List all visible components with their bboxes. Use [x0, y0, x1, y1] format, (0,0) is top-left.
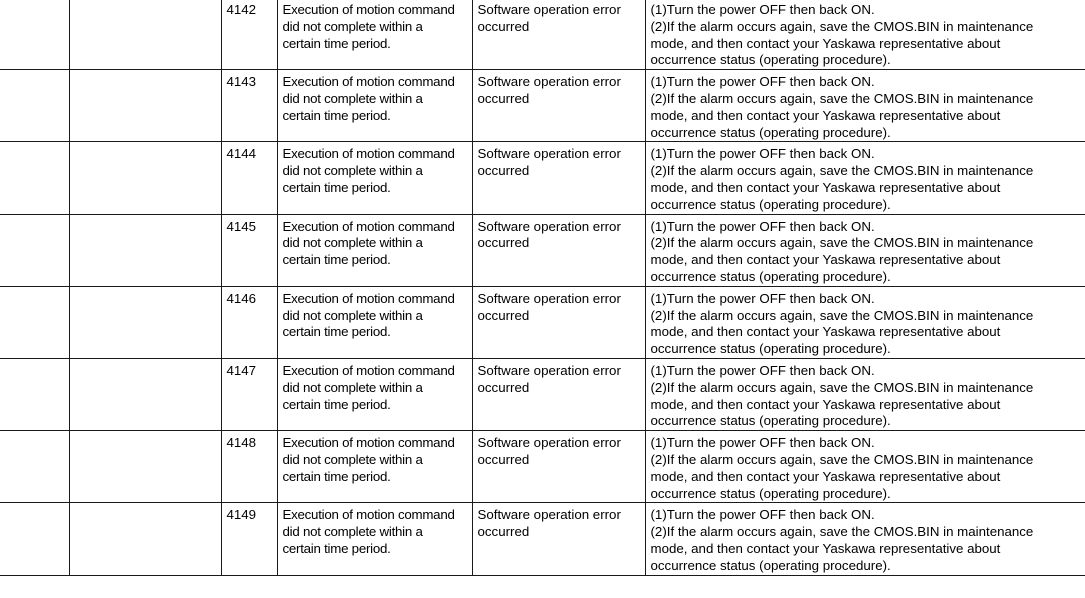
- alarm-content-line: certain time period.: [282, 107, 391, 123]
- alarm-code-cell: [221, 0, 277, 70]
- alarm-code: 4142: [226, 2, 257, 17]
- sub-code-line: Software operation error: [477, 146, 621, 162]
- alarm-content-cell: [277, 503, 472, 575]
- remedy-line: (2)If the alarm occurs again, save the CMOS.BIN in maintenance: [650, 235, 1034, 251]
- empty-cell: [0, 431, 69, 503]
- alarm-content-line: certain time period.: [282, 540, 391, 556]
- alarm-content-line: did not complete within a: [282, 163, 423, 179]
- remedy-line: mode, and then contact your Yaskawa representative about: [650, 468, 1001, 484]
- remedy-line: mode, and then contact your Yaskawa representative about: [650, 107, 1001, 123]
- empty-cell: [69, 503, 221, 575]
- sub-code-cell: [472, 0, 645, 70]
- remedy-cell: [645, 0, 1085, 70]
- remedy-line: occurrence status (operating procedure).: [650, 52, 891, 68]
- sub-code-line: Software operation error: [477, 74, 621, 90]
- sub-code-line: Software operation error: [477, 362, 621, 378]
- alarm-code-cell: [221, 214, 277, 286]
- empty-cell: [0, 358, 69, 430]
- alarm-content-cell: [277, 70, 472, 142]
- remedy-line: (2)If the alarm occurs again, save the CMOS.BIN in maintenance: [650, 451, 1034, 467]
- alarm-content-line: certain time period.: [282, 252, 391, 268]
- remedy-line: mode, and then contact your Yaskawa representative about: [650, 324, 1001, 340]
- sub-code-cell: [472, 431, 645, 503]
- remedy-line: mode, and then contact your Yaskawa representative about: [650, 252, 1001, 268]
- alarm-content-line: Execution of motion command: [282, 218, 455, 234]
- sub-code-line: Software operation error: [477, 290, 621, 306]
- table-row: [0, 286, 1085, 358]
- remedy-line: (2)If the alarm occurs again, save the CMOS.BIN in maintenance: [650, 524, 1034, 540]
- table-row: [0, 142, 1085, 214]
- remedy-line: (1)Turn the power OFF then back ON.: [650, 290, 875, 306]
- remedy-cell: [645, 70, 1085, 142]
- alarm-code: 4146: [226, 290, 257, 306]
- remedy-line: mode, and then contact your Yaskawa representative about: [650, 35, 1001, 51]
- empty-cell: [0, 142, 69, 214]
- remedy-line: occurrence status (operating procedure).: [650, 485, 891, 501]
- alarm-code-cell: [221, 286, 277, 358]
- remedy-line: occurrence status (operating procedure).: [650, 268, 891, 284]
- sub-code-line: occurred: [477, 451, 530, 467]
- alarm-content-line: did not complete within a: [282, 451, 423, 467]
- remedy-line: mode, and then contact your Yaskawa representative about: [650, 179, 1001, 195]
- alarm-content-cell: [277, 142, 472, 214]
- remedy-line: occurrence status (operating procedure).: [650, 196, 891, 212]
- alarm-content-line: did not complete within a: [282, 18, 423, 34]
- remedy-line: (1)Turn the power OFF then back ON.: [650, 362, 875, 378]
- remedy-cell: [645, 358, 1085, 430]
- alarm-content-line: certain time period.: [282, 179, 391, 195]
- empty-cell: [69, 0, 221, 70]
- remedy-cell: [645, 286, 1085, 358]
- alarm-code-cell: [221, 70, 277, 142]
- empty-cell: [0, 286, 69, 358]
- alarm-content-line: Execution of motion command: [282, 290, 455, 306]
- alarm-content-line: Execution of motion command: [282, 2, 455, 17]
- alarm-content-cell: [277, 286, 472, 358]
- remedy-line: occurrence status (operating procedure).: [650, 557, 891, 573]
- sub-code-line: Software operation error: [477, 2, 621, 17]
- alarm-content-line: certain time period.: [282, 396, 391, 412]
- alarm-code-cell: [221, 142, 277, 214]
- sub-code-line: occurred: [477, 379, 530, 395]
- alarm-code-cell: [221, 431, 277, 503]
- alarm-content-line: certain time period.: [282, 324, 391, 340]
- table-row: [0, 70, 1085, 142]
- sub-code-cell: [472, 142, 645, 214]
- sub-code-line: occurred: [477, 524, 530, 540]
- alarm-content-line: did not complete within a: [282, 90, 423, 106]
- remedy-line: (2)If the alarm occurs again, save the CMOS.BIN in maintenance: [650, 18, 1034, 34]
- remedy-line: (1)Turn the power OFF then back ON.: [650, 146, 875, 162]
- remedy-cell: [645, 214, 1085, 286]
- empty-cell: [69, 286, 221, 358]
- alarm-content-line: Execution of motion command: [282, 74, 455, 90]
- sub-code-line: occurred: [477, 90, 530, 106]
- alarm-content-line: Execution of motion command: [282, 362, 455, 378]
- table-row: [0, 503, 1085, 575]
- sub-code-cell: [472, 358, 645, 430]
- empty-cell: [69, 214, 221, 286]
- alarm-content-line: Execution of motion command: [282, 435, 455, 451]
- empty-cell: [0, 503, 69, 575]
- alarm-code: 4144: [226, 146, 257, 162]
- sub-code-line: Software operation error: [477, 218, 621, 234]
- alarm-content-cell: [277, 358, 472, 430]
- sub-code-line: occurred: [477, 307, 530, 323]
- empty-cell: [0, 214, 69, 286]
- alarm-code-cell: [221, 503, 277, 575]
- remedy-line: (2)If the alarm occurs again, save the CMOS.BIN in maintenance: [650, 90, 1034, 106]
- table-row: [0, 431, 1085, 503]
- sub-code-cell: [472, 503, 645, 575]
- alarm-code: 4149: [226, 507, 257, 523]
- alarm-code: 4147: [226, 362, 257, 378]
- empty-cell: [69, 431, 221, 503]
- table-row: [0, 214, 1085, 286]
- remedy-line: mode, and then contact your Yaskawa representative about: [650, 540, 1001, 556]
- empty-cell: [69, 142, 221, 214]
- table-row: [0, 358, 1085, 430]
- empty-cell: [0, 70, 69, 142]
- remedy-line: (2)If the alarm occurs again, save the CMOS.BIN in maintenance: [650, 379, 1034, 395]
- remedy-line: (2)If the alarm occurs again, save the CMOS.BIN in maintenance: [650, 163, 1034, 179]
- alarm-content-line: did not complete within a: [282, 235, 423, 251]
- remedy-line: (1)Turn the power OFF then back ON.: [650, 507, 875, 523]
- alarm-content-line: certain time period.: [282, 35, 391, 51]
- sub-code-line: occurred: [477, 18, 530, 34]
- table-row: [0, 0, 1085, 70]
- remedy-line: occurrence status (operating procedure).: [650, 124, 891, 140]
- alarm-content-line: Execution of motion command: [282, 146, 455, 162]
- empty-cell: [69, 70, 221, 142]
- remedy-line: (1)Turn the power OFF then back ON.: [650, 74, 875, 90]
- empty-cell: [69, 358, 221, 430]
- alarm-content-line: certain time period.: [282, 468, 391, 484]
- alarm-content-line: did not complete within a: [282, 524, 423, 540]
- alarm-content-line: Execution of motion command: [282, 507, 455, 523]
- remedy-cell: [645, 431, 1085, 503]
- remedy-line: (1)Turn the power OFF then back ON.: [650, 435, 875, 451]
- sub-code-line: Software operation error: [477, 435, 621, 451]
- empty-cell: [0, 0, 69, 70]
- remedy-line: (1)Turn the power OFF then back ON.: [650, 218, 875, 234]
- remedy-line: mode, and then contact your Yaskawa representative about: [650, 396, 1001, 412]
- alarm-content-line: did not complete within a: [282, 307, 423, 323]
- alarm-content-line: did not complete within a: [282, 379, 423, 395]
- alarm-content-cell: [277, 0, 472, 70]
- remedy-line: occurrence status (operating procedure).: [650, 341, 891, 357]
- remedy-line: occurrence status (operating procedure).: [650, 413, 891, 429]
- remedy-cell: [645, 503, 1085, 575]
- sub-code-line: occurred: [477, 235, 530, 251]
- alarm-code: 4143: [226, 74, 257, 90]
- sub-code-cell: [472, 214, 645, 286]
- remedy-line: (2)If the alarm occurs again, save the CMOS.BIN in maintenance: [650, 307, 1034, 323]
- alarm-content-cell: [277, 431, 472, 503]
- alarm-code: 4148: [226, 435, 257, 451]
- remedy-cell: [645, 142, 1085, 214]
- sub-code-line: occurred: [477, 163, 530, 179]
- alarm-content-cell: [277, 214, 472, 286]
- sub-code-cell: [472, 70, 645, 142]
- sub-code-cell: [472, 286, 645, 358]
- alarm-code: 4145: [226, 218, 257, 234]
- remedy-line: (1)Turn the power OFF then back ON.: [650, 2, 875, 17]
- alarm-code-cell: [221, 358, 277, 430]
- sub-code-line: Software operation error: [477, 507, 621, 523]
